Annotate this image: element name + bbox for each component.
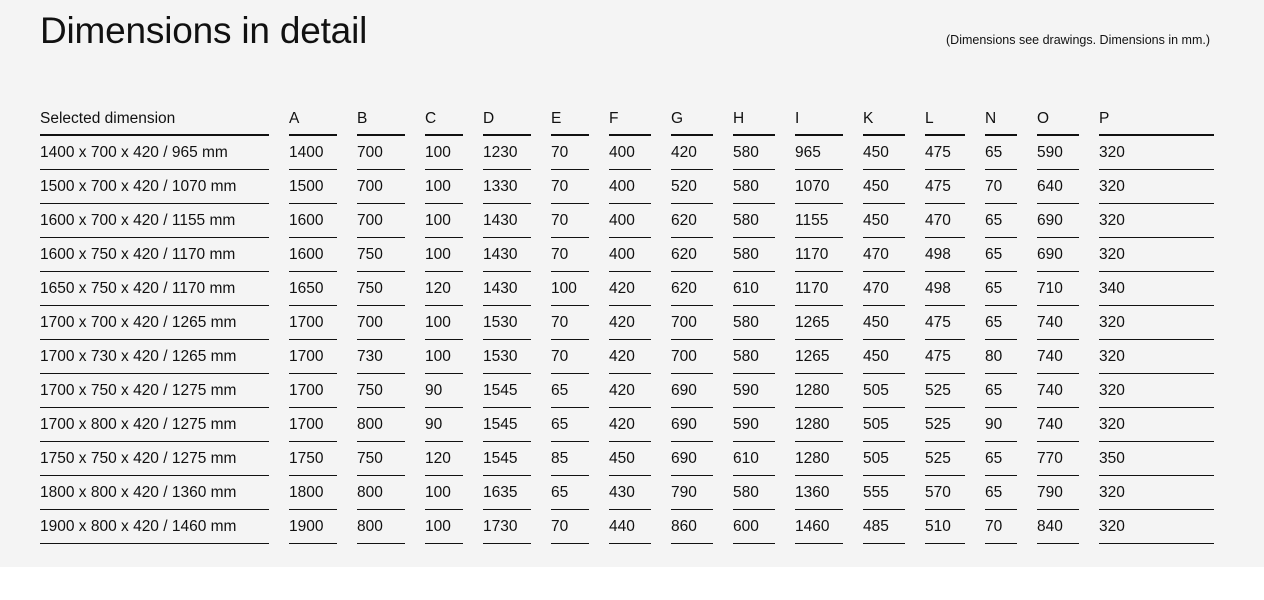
- dimension-value-cell: 580: [733, 476, 775, 510]
- dimension-value-cell: 85: [551, 442, 589, 476]
- table-row: [40, 476, 1214, 510]
- dimension-value-cell: 470: [863, 238, 905, 272]
- dimension-value-cell: 750: [357, 238, 405, 272]
- dimension-value-cell: 440: [609, 510, 651, 544]
- dimension-value-cell: 450: [863, 204, 905, 238]
- dimension-value-cell: 840: [1037, 510, 1079, 544]
- dimension-value-cell: 1170: [795, 238, 843, 272]
- column-header: [1099, 106, 1214, 136]
- dimension-value-cell: 70: [985, 170, 1017, 204]
- column-header-label: D: [483, 110, 495, 127]
- column-header: [425, 106, 463, 136]
- selected-dimension-cell: 1750 x 750 x 420 / 1275 mm: [40, 442, 269, 476]
- dimension-value-cell: 65: [985, 204, 1017, 238]
- dimension-value-cell: 100: [425, 238, 463, 272]
- table-row: [40, 204, 1214, 238]
- dimension-value-cell: 1750: [289, 442, 337, 476]
- dimension-value-cell: 90: [425, 408, 463, 442]
- column-header-label: Selected dimension: [40, 110, 176, 127]
- dimension-value-cell: 65: [985, 476, 1017, 510]
- dimension-value-cell: 580: [733, 238, 775, 272]
- dimension-value-cell: 400: [609, 170, 651, 204]
- dimension-value-cell: 860: [671, 510, 713, 544]
- dimension-value-cell: 1400: [289, 136, 337, 170]
- column-header: [733, 106, 775, 136]
- dimension-value-cell: 590: [1037, 136, 1079, 170]
- dimension-value-cell: 498: [925, 238, 965, 272]
- dimension-value-cell: 350: [1099, 442, 1214, 476]
- dimension-value-cell: 420: [609, 306, 651, 340]
- dimension-value-cell: 65: [551, 408, 589, 442]
- dimension-value-cell: 320: [1099, 136, 1214, 170]
- dimension-value-cell: 70: [551, 340, 589, 374]
- column-header-selected-dimension: [40, 106, 269, 136]
- dimension-value-cell: 70: [985, 510, 1017, 544]
- table-row: [40, 306, 1214, 340]
- dimension-value-cell: 120: [425, 442, 463, 476]
- dimension-value-cell: 505: [863, 408, 905, 442]
- dimension-value-cell: 700: [671, 340, 713, 374]
- dimension-value-cell: 800: [357, 408, 405, 442]
- dimension-value-cell: 1430: [483, 272, 531, 306]
- dimension-value-cell: 80: [985, 340, 1017, 374]
- dimension-value-cell: 580: [733, 306, 775, 340]
- dimension-value-cell: 420: [609, 340, 651, 374]
- dimension-value-cell: 420: [671, 136, 713, 170]
- dimension-value-cell: 1635: [483, 476, 531, 510]
- table-row: [40, 238, 1214, 272]
- dimension-value-cell: 770: [1037, 442, 1079, 476]
- dimension-value-cell: 1330: [483, 170, 531, 204]
- dimensions-note: (Dimensions see drawings. Dimensions in mm.): [946, 33, 1210, 47]
- dimension-value-cell: 1545: [483, 442, 531, 476]
- dimension-value-cell: 475: [925, 306, 965, 340]
- dimension-value-cell: 610: [733, 442, 775, 476]
- dimension-value-cell: 1700: [289, 306, 337, 340]
- dimension-value-cell: 690: [671, 442, 713, 476]
- dimension-value-cell: 790: [1037, 476, 1079, 510]
- dimension-value-cell: 70: [551, 170, 589, 204]
- dimension-value-cell: 498: [925, 272, 965, 306]
- selected-dimension-cell: 1500 x 700 x 420 / 1070 mm: [40, 170, 269, 204]
- dimension-value-cell: 100: [425, 306, 463, 340]
- dimension-value-cell: 690: [671, 374, 713, 408]
- dimension-value-cell: 965: [795, 136, 843, 170]
- dimension-value-cell: 1280: [795, 442, 843, 476]
- dimension-value-cell: 505: [863, 442, 905, 476]
- table-header-row: [40, 106, 1214, 136]
- dimension-value-cell: 590: [733, 374, 775, 408]
- dimension-value-cell: 600: [733, 510, 775, 544]
- dimension-value-cell: 320: [1099, 340, 1214, 374]
- dimension-value-cell: 1170: [795, 272, 843, 306]
- dimension-value-cell: 525: [925, 374, 965, 408]
- column-header-label: P: [1099, 110, 1110, 127]
- column-header: [985, 106, 1017, 136]
- dimension-value-cell: 65: [985, 442, 1017, 476]
- column-header: [483, 106, 531, 136]
- dimension-value-cell: 1360: [795, 476, 843, 510]
- selected-dimension-cell: 1600 x 700 x 420 / 1155 mm: [40, 204, 269, 238]
- dimension-value-cell: 1230: [483, 136, 531, 170]
- dimension-value-cell: 1545: [483, 408, 531, 442]
- selected-dimension-cell: 1900 x 800 x 420 / 1460 mm: [40, 510, 269, 544]
- dimension-value-cell: 750: [357, 442, 405, 476]
- dimension-value-cell: 420: [609, 272, 651, 306]
- dimension-value-cell: 65: [985, 272, 1017, 306]
- dimension-value-cell: 475: [925, 170, 965, 204]
- dimension-value-cell: 740: [1037, 306, 1079, 340]
- dimension-value-cell: 620: [671, 272, 713, 306]
- dimension-value-cell: 510: [925, 510, 965, 544]
- dimension-value-cell: 320: [1099, 476, 1214, 510]
- dimension-value-cell: 580: [733, 136, 775, 170]
- dimension-value-cell: 580: [733, 170, 775, 204]
- table-row: [40, 408, 1214, 442]
- dimension-value-cell: 1070: [795, 170, 843, 204]
- dimension-value-cell: 100: [551, 272, 589, 306]
- dimension-value-cell: 120: [425, 272, 463, 306]
- page-title: Dimensions in detail: [40, 10, 368, 51]
- dimension-value-cell: 70: [551, 136, 589, 170]
- dimension-value-cell: 690: [671, 408, 713, 442]
- dimension-value-cell: 1900: [289, 510, 337, 544]
- selected-dimension-cell: 1700 x 700 x 420 / 1265 mm: [40, 306, 269, 340]
- dimension-value-cell: 400: [609, 238, 651, 272]
- dimension-value-cell: 555: [863, 476, 905, 510]
- dimension-value-cell: 1530: [483, 306, 531, 340]
- dimension-value-cell: 70: [551, 306, 589, 340]
- dimension-value-cell: 1265: [795, 340, 843, 374]
- dimension-value-cell: 620: [671, 204, 713, 238]
- selected-dimension-cell: 1700 x 730 x 420 / 1265 mm: [40, 340, 269, 374]
- dimension-value-cell: 520: [671, 170, 713, 204]
- dimension-value-cell: 320: [1099, 170, 1214, 204]
- dimension-value-cell: 430: [609, 476, 651, 510]
- dimension-value-cell: 320: [1099, 204, 1214, 238]
- dimension-value-cell: 320: [1099, 374, 1214, 408]
- dimension-value-cell: 1800: [289, 476, 337, 510]
- column-header: [925, 106, 965, 136]
- dimension-value-cell: 800: [357, 510, 405, 544]
- dimension-value-cell: 450: [863, 136, 905, 170]
- column-header-label: C: [425, 110, 437, 127]
- dimension-value-cell: 65: [551, 374, 589, 408]
- dimension-value-cell: 1280: [795, 408, 843, 442]
- dimension-value-cell: 1430: [483, 238, 531, 272]
- column-header: [609, 106, 651, 136]
- table-row: [40, 510, 1214, 544]
- dimension-value-cell: 525: [925, 408, 965, 442]
- dimension-value-cell: 580: [733, 204, 775, 238]
- selected-dimension-cell: 1700 x 800 x 420 / 1275 mm: [40, 408, 269, 442]
- dimension-value-cell: 790: [671, 476, 713, 510]
- dimension-value-cell: 525: [925, 442, 965, 476]
- table-row: [40, 170, 1214, 204]
- dimension-value-cell: 700: [357, 204, 405, 238]
- dimension-value-cell: 420: [609, 408, 651, 442]
- dimension-value-cell: 750: [357, 374, 405, 408]
- dimension-value-cell: 320: [1099, 306, 1214, 340]
- table-row: [40, 340, 1214, 374]
- dimension-value-cell: 100: [425, 510, 463, 544]
- dimension-value-cell: 100: [425, 340, 463, 374]
- dimension-value-cell: 1430: [483, 204, 531, 238]
- dimension-value-cell: 65: [985, 306, 1017, 340]
- dimension-value-cell: 1730: [483, 510, 531, 544]
- column-header-label: N: [985, 110, 997, 127]
- dimension-value-cell: 90: [425, 374, 463, 408]
- dimension-value-cell: 100: [425, 136, 463, 170]
- column-header-label: B: [357, 110, 368, 127]
- table-row: [40, 442, 1214, 476]
- dimension-value-cell: 70: [551, 204, 589, 238]
- selected-dimension-cell: 1600 x 750 x 420 / 1170 mm: [40, 238, 269, 272]
- dimension-value-cell: 710: [1037, 272, 1079, 306]
- selected-dimension-cell: 1800 x 800 x 420 / 1360 mm: [40, 476, 269, 510]
- dimension-value-cell: 1530: [483, 340, 531, 374]
- dimension-value-cell: 400: [609, 204, 651, 238]
- dimension-value-cell: 320: [1099, 238, 1214, 272]
- dimension-value-cell: 320: [1099, 510, 1214, 544]
- dimension-value-cell: 800: [357, 476, 405, 510]
- dimension-value-cell: 1650: [289, 272, 337, 306]
- dimension-value-cell: 740: [1037, 408, 1079, 442]
- dimension-value-cell: 470: [863, 272, 905, 306]
- dimension-value-cell: 570: [925, 476, 965, 510]
- dimension-value-cell: 1155: [795, 204, 843, 238]
- dimension-value-cell: 70: [551, 510, 589, 544]
- selected-dimension-cell: 1650 x 750 x 420 / 1170 mm: [40, 272, 269, 306]
- dimension-value-cell: 1500: [289, 170, 337, 204]
- dimension-value-cell: 100: [425, 476, 463, 510]
- dimension-value-cell: 65: [985, 374, 1017, 408]
- dimension-value-cell: 420: [609, 374, 651, 408]
- dimension-value-cell: 580: [733, 340, 775, 374]
- dimension-value-cell: 340: [1099, 272, 1214, 306]
- column-header-label: G: [671, 110, 684, 127]
- dimension-value-cell: 475: [925, 340, 965, 374]
- dimension-value-cell: 450: [863, 306, 905, 340]
- column-header-label: E: [551, 110, 562, 127]
- dimension-value-cell: 1700: [289, 374, 337, 408]
- dimension-value-cell: 1600: [289, 238, 337, 272]
- dimension-value-cell: 690: [1037, 204, 1079, 238]
- column-header: [1037, 106, 1079, 136]
- column-header-label: K: [863, 110, 874, 127]
- dimension-value-cell: 450: [863, 170, 905, 204]
- dimension-value-cell: 610: [733, 272, 775, 306]
- dimension-value-cell: 100: [425, 170, 463, 204]
- dimension-value-cell: 400: [609, 136, 651, 170]
- dimension-value-cell: 700: [357, 170, 405, 204]
- column-header: [357, 106, 405, 136]
- dimension-value-cell: 1545: [483, 374, 531, 408]
- dimension-value-cell: 700: [671, 306, 713, 340]
- column-header-label: F: [609, 110, 619, 127]
- dimension-value-cell: 1460: [795, 510, 843, 544]
- dimension-value-cell: 690: [1037, 238, 1079, 272]
- column-header: [795, 106, 843, 136]
- column-header-label: L: [925, 110, 934, 127]
- column-header-label: H: [733, 110, 745, 127]
- column-header-label: O: [1037, 110, 1050, 127]
- column-header: [863, 106, 905, 136]
- table-row: [40, 272, 1214, 306]
- column-header: [289, 106, 337, 136]
- dimension-value-cell: 1265: [795, 306, 843, 340]
- dimension-value-cell: 1700: [289, 340, 337, 374]
- dimension-value-cell: 750: [357, 272, 405, 306]
- dimension-value-cell: 1600: [289, 204, 337, 238]
- dimension-value-cell: 640: [1037, 170, 1079, 204]
- dimension-value-cell: 740: [1037, 340, 1079, 374]
- dimension-value-cell: 485: [863, 510, 905, 544]
- selected-dimension-cell: 1400 x 700 x 420 / 965 mm: [40, 136, 269, 170]
- dimension-value-cell: 1700: [289, 408, 337, 442]
- dimension-value-cell: 740: [1037, 374, 1079, 408]
- dimension-value-cell: 620: [671, 238, 713, 272]
- dimension-value-cell: 90: [985, 408, 1017, 442]
- dimension-value-cell: 470: [925, 204, 965, 238]
- table-row: [40, 374, 1214, 408]
- column-header: [551, 106, 589, 136]
- selected-dimension-cell: 1700 x 750 x 420 / 1275 mm: [40, 374, 269, 408]
- column-header: [671, 106, 713, 136]
- dimension-value-cell: 65: [985, 238, 1017, 272]
- dimension-value-cell: 100: [425, 204, 463, 238]
- column-header-label: A: [289, 110, 300, 127]
- dimension-value-cell: 700: [357, 136, 405, 170]
- column-header-label: I: [795, 110, 800, 127]
- table-row: [40, 136, 1214, 170]
- dimensions-table: [20, 106, 1234, 544]
- dimension-value-cell: 450: [863, 340, 905, 374]
- dimension-value-cell: 70: [551, 238, 589, 272]
- dimension-value-cell: 1280: [795, 374, 843, 408]
- dimension-value-cell: 320: [1099, 408, 1214, 442]
- dimension-value-cell: 65: [551, 476, 589, 510]
- dimension-value-cell: 590: [733, 408, 775, 442]
- dimension-value-cell: 450: [609, 442, 651, 476]
- dimension-value-cell: 505: [863, 374, 905, 408]
- dimension-value-cell: 65: [985, 136, 1017, 170]
- dimension-value-cell: 730: [357, 340, 405, 374]
- dimension-value-cell: 475: [925, 136, 965, 170]
- dimension-value-cell: 700: [357, 306, 405, 340]
